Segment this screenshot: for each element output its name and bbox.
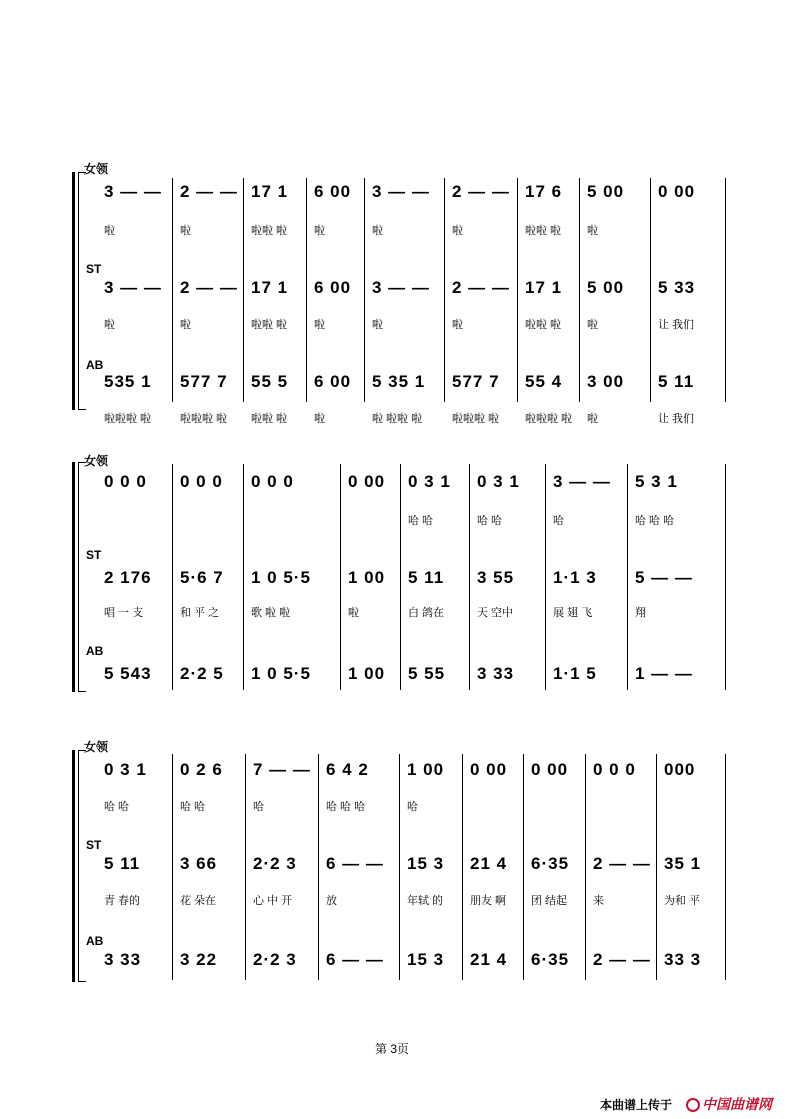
measure-notes: 6 00 bbox=[314, 182, 352, 201]
lyric-text: 花 朵在 bbox=[180, 895, 217, 907]
lyric-text: 啦 bbox=[372, 225, 383, 237]
lyric-text: 哈 bbox=[553, 515, 564, 527]
part-label-st: ST bbox=[86, 262, 102, 276]
lyric-text: 啦 bbox=[180, 225, 191, 237]
measure-notes: 2·2 3 bbox=[253, 950, 297, 969]
lyric-text: 哈 哈 bbox=[408, 515, 434, 527]
part-label-ab: AB bbox=[86, 934, 104, 948]
lyric-text: 啦啦 啦 bbox=[525, 319, 562, 331]
part-label-lead: 女领 bbox=[84, 454, 109, 468]
measure-notes: 2 — — bbox=[180, 278, 238, 297]
system-2 bbox=[0, 450, 790, 695]
part-label-st: ST bbox=[86, 838, 102, 852]
measure-notes: 5 33 bbox=[658, 278, 696, 297]
barline bbox=[172, 178, 173, 402]
measure-notes: 6 — — bbox=[326, 950, 384, 969]
lyric-text: 让 我们 bbox=[658, 319, 695, 331]
measure-notes: 3 — — bbox=[372, 182, 430, 201]
lyric-text: 哈 bbox=[253, 801, 264, 813]
measure-notes: 17 1 bbox=[251, 182, 289, 201]
measure-notes: 3 — — bbox=[372, 278, 430, 297]
lyric-text: 哈 哈 bbox=[104, 801, 130, 813]
lyric-text: 啦 bbox=[372, 319, 383, 331]
barline bbox=[725, 754, 726, 980]
lyric-text: 和 平 之 bbox=[180, 607, 220, 619]
lyric-text: 哈 哈 哈 bbox=[635, 515, 675, 527]
measure-notes: 6·35 bbox=[531, 854, 570, 873]
lyric-text: 啦啦啦 啦 bbox=[104, 413, 152, 425]
bracket-bottom bbox=[78, 409, 86, 410]
barline bbox=[469, 464, 470, 690]
measure-notes: 2 176 bbox=[104, 568, 152, 587]
lyric-text: 啦啦 啦 bbox=[251, 413, 288, 425]
measure-notes: 3 66 bbox=[180, 854, 218, 873]
lyric-text: 心 中 开 bbox=[253, 895, 293, 907]
measure-notes: 17 1 bbox=[251, 278, 289, 297]
lyric-text: 啦啦啦 啦 bbox=[180, 413, 228, 425]
lyric-text: 啦 bbox=[587, 225, 598, 237]
barline bbox=[523, 754, 524, 980]
measure-notes: 1 00 bbox=[348, 664, 386, 683]
measure-notes: 1 00 bbox=[407, 760, 445, 779]
barline bbox=[656, 754, 657, 980]
lyric-text: 啦 bbox=[104, 225, 115, 237]
barline bbox=[725, 178, 726, 402]
measure-notes: 1·1 5 bbox=[553, 664, 597, 683]
lyric-text: 朋友 啊 bbox=[470, 895, 507, 907]
measure-notes: 3 — — bbox=[104, 278, 162, 297]
lyric-text: 白 鸽在 bbox=[408, 607, 445, 619]
barline bbox=[172, 464, 173, 690]
measure-notes: 3 00 bbox=[587, 372, 625, 391]
bracket-bottom bbox=[78, 981, 86, 982]
measure-notes: 000 bbox=[664, 760, 696, 779]
lyric-text: 哈 哈 bbox=[477, 515, 503, 527]
measure-notes: 0 0 0 bbox=[593, 760, 636, 779]
barline bbox=[400, 464, 401, 690]
measure-notes: 0 0 0 bbox=[104, 472, 147, 491]
measure-notes: 1 0 5·5 bbox=[251, 568, 311, 587]
part-label-st: ST bbox=[86, 548, 102, 562]
system-brace bbox=[72, 462, 75, 692]
lyric-text: 啦 bbox=[314, 319, 325, 331]
upload-credit: 本曲谱上传于 bbox=[600, 1098, 673, 1112]
barline bbox=[725, 464, 726, 690]
system-1 bbox=[0, 160, 790, 425]
lyric-text: 啦啦啦 啦 bbox=[452, 413, 500, 425]
measure-notes: 5 11 bbox=[408, 568, 445, 587]
lyric-text: 啦 啦啦 啦 bbox=[372, 413, 423, 425]
measure-notes: 5 11 bbox=[104, 854, 141, 873]
measure-notes: 1 00 bbox=[348, 568, 386, 587]
lyric-text: 来 bbox=[593, 895, 604, 907]
measure-notes: 3 33 bbox=[477, 664, 515, 683]
lyric-text: 翔 bbox=[635, 607, 646, 619]
lyric-text: 啦啦啦 啦 bbox=[525, 413, 573, 425]
measure-notes: 2 — — bbox=[593, 950, 651, 969]
lyric-text: 哈 哈 哈 bbox=[326, 801, 366, 813]
measure-notes: 577 7 bbox=[180, 372, 228, 391]
system-bracket bbox=[78, 750, 79, 982]
measure-notes: 17 6 bbox=[525, 182, 563, 201]
barline bbox=[306, 178, 307, 402]
lyric-text: 啦啦 啦 bbox=[251, 319, 288, 331]
barline bbox=[245, 754, 246, 980]
measure-notes: 6·35 bbox=[531, 950, 570, 969]
barline bbox=[444, 178, 445, 402]
measure-notes: 6 4 2 bbox=[326, 760, 369, 779]
lyric-text: 天 空中 bbox=[477, 607, 514, 619]
measure-notes: 0 3 1 bbox=[408, 472, 451, 491]
lyric-text: 啦 bbox=[348, 607, 359, 619]
measure-notes: 0 0 0 bbox=[251, 472, 294, 491]
measure-notes: 55 5 bbox=[251, 372, 289, 391]
barline bbox=[585, 754, 586, 980]
lyric-text: 团 结起 bbox=[531, 895, 568, 907]
barline bbox=[399, 754, 400, 980]
lyric-text: 唱 一 支 bbox=[104, 607, 144, 619]
lyric-text: 为和 平 bbox=[664, 895, 701, 907]
part-label-lead: 女领 bbox=[84, 162, 109, 176]
barline bbox=[243, 178, 244, 402]
barline bbox=[545, 464, 546, 690]
system-bracket bbox=[78, 172, 79, 410]
measure-notes: 0 3 1 bbox=[104, 760, 147, 779]
lyric-text: 哈 bbox=[407, 801, 418, 813]
logo-icon bbox=[686, 1098, 700, 1112]
system-brace bbox=[72, 750, 75, 982]
lyric-text: 啦 bbox=[587, 319, 598, 331]
barline bbox=[172, 754, 173, 980]
measure-notes: 577 7 bbox=[452, 372, 500, 391]
lyric-text: 啦啦 啦 bbox=[525, 225, 562, 237]
part-label-lead: 女领 bbox=[84, 740, 109, 754]
measure-notes: 5 3 1 bbox=[635, 472, 678, 491]
lyric-text: 展 翅 飞 bbox=[553, 607, 593, 619]
lyric-text: 年轼 的 bbox=[407, 895, 444, 907]
measure-notes: 6 00 bbox=[314, 372, 352, 391]
measure-notes: 21 4 bbox=[470, 854, 508, 873]
site-logo bbox=[686, 1094, 772, 1114]
barline bbox=[318, 754, 319, 980]
measure-notes: 3 33 bbox=[104, 950, 142, 969]
system-brace bbox=[72, 172, 75, 410]
lyric-text: 啦 bbox=[452, 319, 463, 331]
barline bbox=[462, 754, 463, 980]
measure-notes: 35 1 bbox=[664, 854, 702, 873]
part-label-ab: AB bbox=[86, 644, 104, 658]
barline bbox=[340, 464, 341, 690]
site-logo-text: 中国曲谱网 bbox=[702, 1096, 772, 1112]
measure-notes: 5 11 bbox=[658, 372, 695, 391]
measure-notes: 55 4 bbox=[525, 372, 563, 391]
barline bbox=[517, 178, 518, 402]
lyric-text: 放 bbox=[326, 895, 337, 907]
page-number: 第 3页 bbox=[375, 1042, 410, 1056]
measure-notes: 0 0 0 bbox=[180, 472, 223, 491]
measure-notes: 2·2 5 bbox=[180, 664, 224, 683]
lyric-text: 啦 bbox=[104, 319, 115, 331]
lyric-text: 啦 bbox=[314, 413, 325, 425]
lyric-text: 哈 哈 bbox=[180, 801, 206, 813]
barline bbox=[650, 178, 651, 402]
measure-notes: 1 0 5·5 bbox=[251, 664, 311, 683]
measure-notes: 7 — — bbox=[253, 760, 311, 779]
measure-notes: 2 — — bbox=[180, 182, 238, 201]
bracket-bottom bbox=[78, 691, 86, 692]
measure-notes: 5 — — bbox=[635, 568, 693, 587]
measure-notes: 2 — — bbox=[452, 182, 510, 201]
measure-notes: 2 — — bbox=[452, 278, 510, 297]
measure-notes: 3 55 bbox=[477, 568, 515, 587]
lyric-text: 歌 啦 啦 bbox=[251, 607, 291, 619]
barline bbox=[579, 178, 580, 402]
system-3 bbox=[0, 738, 790, 983]
measure-notes: 0 00 bbox=[658, 182, 696, 201]
measure-notes: 5 00 bbox=[587, 182, 625, 201]
measure-notes: 6 — — bbox=[326, 854, 384, 873]
measure-notes: 1 — — bbox=[635, 664, 693, 683]
measure-notes: 2·2 3 bbox=[253, 854, 297, 873]
measure-notes: 3 22 bbox=[180, 950, 218, 969]
measure-notes: 5 35 1 bbox=[372, 372, 426, 391]
barline bbox=[243, 464, 244, 690]
barline bbox=[364, 178, 365, 402]
measure-notes: 6 00 bbox=[314, 278, 352, 297]
measure-notes: 2 — — bbox=[593, 854, 651, 873]
measure-notes: 0 00 bbox=[348, 472, 386, 491]
measure-notes: 0 2 6 bbox=[180, 760, 223, 779]
measure-notes: 0 3 1 bbox=[477, 472, 520, 491]
lyric-text: 啦 bbox=[180, 319, 191, 331]
measure-notes: 17 1 bbox=[525, 278, 563, 297]
barline bbox=[627, 464, 628, 690]
part-label-ab: AB bbox=[86, 358, 104, 372]
measure-notes: 5 00 bbox=[587, 278, 625, 297]
lyric-text: 啦 bbox=[314, 225, 325, 237]
measure-notes: 21 4 bbox=[470, 950, 508, 969]
lyric-text: 让 我们 bbox=[658, 413, 695, 425]
lyric-text: 啦 bbox=[587, 413, 598, 425]
measure-notes: 33 3 bbox=[664, 950, 702, 969]
lyric-text: 啦啦 啦 bbox=[251, 225, 288, 237]
measure-notes: 0 00 bbox=[470, 760, 508, 779]
measure-notes: 5·6 7 bbox=[180, 568, 224, 587]
lyric-text: 青 春的 bbox=[104, 895, 141, 907]
measure-notes: 15 3 bbox=[407, 854, 445, 873]
measure-notes: 5 55 bbox=[408, 664, 446, 683]
system-bracket bbox=[78, 462, 79, 692]
measure-notes: 1·1 3 bbox=[553, 568, 597, 587]
lyric-text: 啦 bbox=[452, 225, 463, 237]
measure-notes: 535 1 bbox=[104, 372, 152, 391]
measure-notes: 5 543 bbox=[104, 664, 152, 683]
measure-notes: 0 00 bbox=[531, 760, 569, 779]
measure-notes: 15 3 bbox=[407, 950, 445, 969]
measure-notes: 3 — — bbox=[104, 182, 162, 201]
measure-notes: 3 — — bbox=[553, 472, 611, 491]
